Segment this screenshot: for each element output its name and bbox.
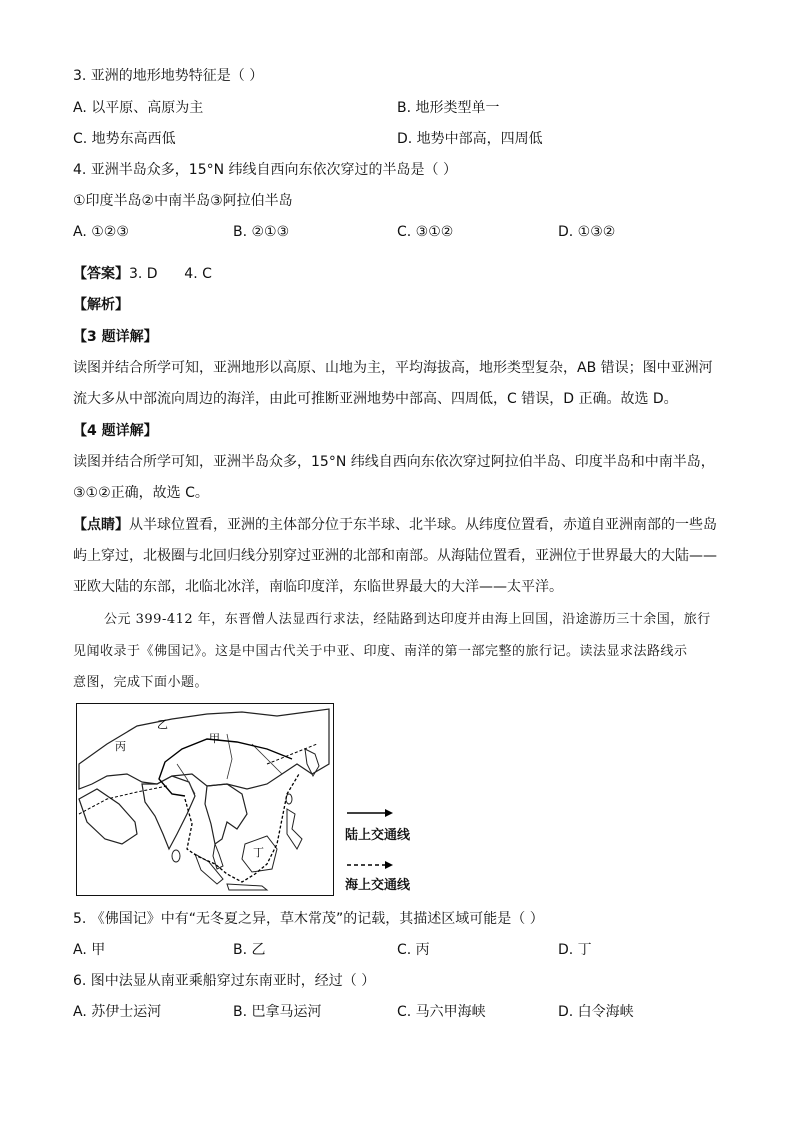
q6-stem: 6. 图中法显从南亚乘船穿过东南亚时，经过（ ） <box>73 973 376 989</box>
q5-option-b: B. 乙 <box>233 942 266 958</box>
detail-3-line1: 读图并结合所学可知，亚洲地形以高原、山地为主，平均海拔高，地形类型复杂，AB 错误；图中亚洲河 <box>73 360 713 376</box>
q4-option-d: D. ①③② <box>558 224 616 240</box>
label-yi: 乙 <box>157 718 168 731</box>
tip-text-1: 从半球位置看，亚洲的主体部分位于东半球、北半球。从纬度位置看，赤道自亚洲南部的一些岛 <box>129 517 717 533</box>
q5-option-a: A. 甲 <box>73 942 106 958</box>
q4-option-c: C. ③①② <box>397 224 454 240</box>
q6-option-a: A. 苏伊士运河 <box>73 1004 162 1020</box>
analysis-label: 【解析】 <box>73 297 129 313</box>
detail-4-line1: 读图并结合所学可知，亚洲半岛众多，15°N 纬线自西向东依次穿过阿拉伯半岛、印度半岛和中南半岛， <box>73 454 715 470</box>
legend-sea-symbol <box>345 860 395 870</box>
answer-text: 3. D 4. C <box>129 266 212 282</box>
label-bing: 丙 <box>115 740 126 753</box>
q4-items: ①印度半岛②中南半岛③阿拉伯半岛 <box>73 193 293 209</box>
detail-3-line2: 流大多从中部流向周边的海洋，由此可推断亚洲地势中部高、四周低，C 错误，D 正确。故选 D。 <box>73 391 678 407</box>
legend-sea-label: 海上交通线 <box>345 878 411 893</box>
q6-option-c: C. 马六甲海峡 <box>397 1004 486 1020</box>
label-ding: 丁 <box>253 846 264 859</box>
arabia-outline <box>79 789 137 844</box>
q3-option-c: C. 地势东高西低 <box>73 131 176 147</box>
taiwan-outline <box>286 794 292 804</box>
q4-option-a: A. ①②③ <box>73 224 129 240</box>
tip-line3: 亚欧大陆的东部，北临北冰洋，南临印度洋，东临世界最大的大洋——太平洋。 <box>73 579 563 595</box>
q3-option-a: A. 以平原、高原为主 <box>73 100 204 116</box>
q5-stem: 5. 《佛国记》中有“无冬夏之异，草木常茂”的记载，其描述区域可能是（ ） <box>73 911 544 927</box>
answer-label: 【答案】 <box>73 266 129 282</box>
legend-land-label: 陆上交通线 <box>345 828 411 843</box>
faxian-route-map <box>76 703 334 896</box>
java-outline <box>227 884 267 890</box>
q6-option-d: D. 白令海峡 <box>558 1004 634 1020</box>
q5-option-d: D. 丁 <box>558 942 592 958</box>
sumatra-outline <box>195 854 223 884</box>
q6-option-b: B. 巴拿马运河 <box>233 1004 322 1020</box>
tip-label: 【点睛】 <box>73 517 129 533</box>
japan-outline <box>305 749 319 776</box>
answer-line <box>73 264 212 284</box>
sea-route-line <box>185 774 299 882</box>
legend-land-symbol <box>345 808 395 818</box>
passage-line3: 意图，完成下面小题。 <box>73 675 209 690</box>
tip-line2: 屿上穿过，北极圈与北回归线分别穿过亚洲的北部和南部。从海陆位置看，亚洲位于世界最大的大陆—— <box>73 548 717 564</box>
tip-line1 <box>73 515 717 535</box>
map-drawing <box>77 704 332 894</box>
india-outline <box>142 776 195 849</box>
q4-stem: 4. 亚洲半岛众多，15°N 纬线自西向东依次穿过的半岛是（ ） <box>73 162 457 178</box>
malay-outline <box>213 844 223 869</box>
q5-option-c: C. 丙 <box>397 942 430 958</box>
passage-line1: 公元 399-412 年，东晋僧人法显西行求法，经陆路到达印度并由海上回国，沿途游历三十余国，旅行 <box>104 612 711 627</box>
detail-4-line2: ③①②正确，故选 C。 <box>73 485 209 501</box>
passage-line2: 见闻收录于《佛国记》。这是中国古代关于中亚、印度、南洋的第一部完整的旅行记。读法显求法路线示 <box>73 644 688 659</box>
sea-route-line <box>267 744 317 764</box>
sri-lanka-outline <box>172 850 180 862</box>
label-jia: 甲 <box>209 732 220 745</box>
q3-stem: 3. 亚洲的地形地势特征是（ ） <box>73 68 264 84</box>
q3-option-b: B. 地形类型单一 <box>397 100 500 116</box>
q3-option-d: D. 地势中部高，四周低 <box>397 131 543 147</box>
philippines-outline <box>287 809 302 849</box>
q4-option-b: B. ②①③ <box>233 224 290 240</box>
indochina-outline <box>205 784 247 844</box>
detail-3-label: 【3 题详解】 <box>73 329 158 345</box>
sea-route-line <box>79 786 167 814</box>
detail-4-label: 【4 题详解】 <box>73 423 158 439</box>
